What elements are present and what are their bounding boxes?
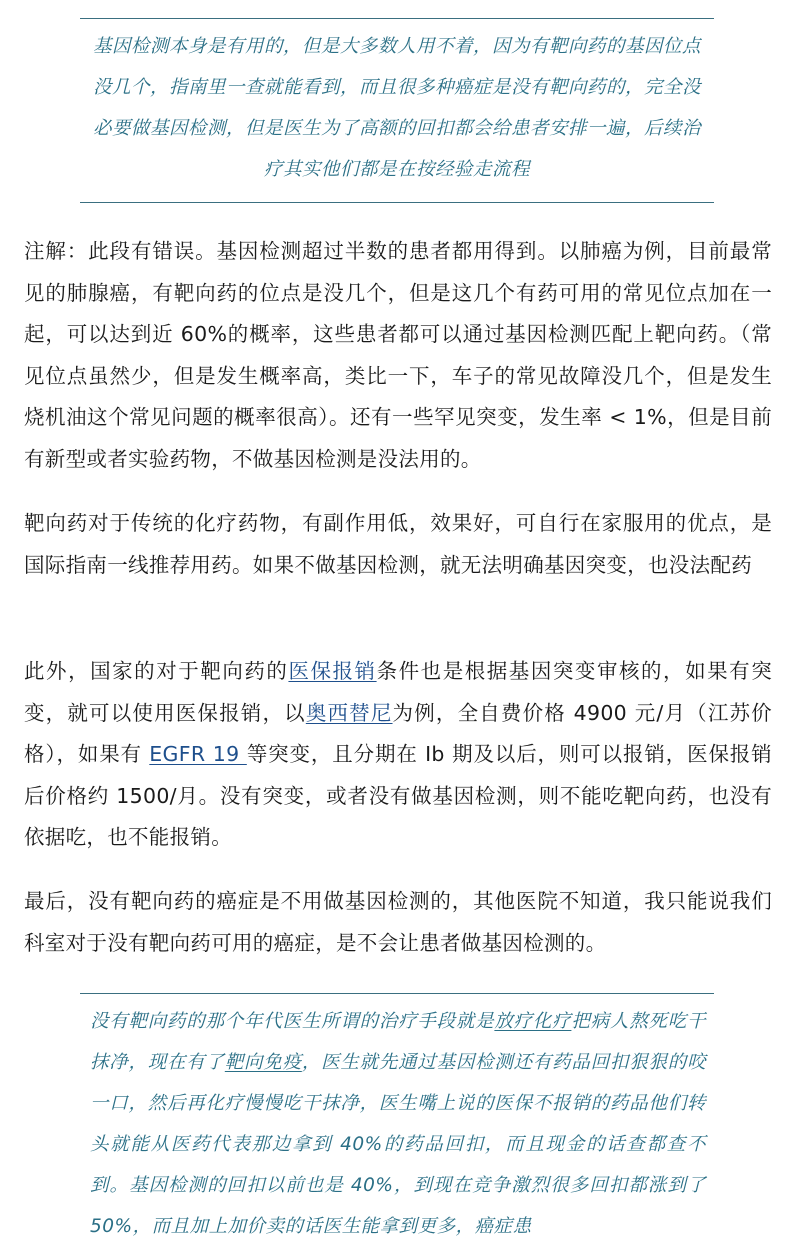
link-egfr-19[interactable]: EGFR 19 bbox=[149, 742, 247, 766]
insurance-text-2: 条件也是根据基因突变审核的，如果有突变，就可以使用医保报销，以 bbox=[24, 659, 773, 725]
quote-block-top bbox=[80, 18, 714, 203]
annotation-paragraph: 注解：此段有错误。基因检测超过半数的患者都用得到。以肺癌为例，目前最常见的肺腺癌，有靶向药的位点是没几个，但是这几个有药可用的常见位点加在一起，可以达到近 60%的概率，这些患者都可以通过基因检测匹配上靶向药。（常见位点虽然少，但是发生概率高，类比一下，车子的常见故障没几个，但是发生烧机油这个常见问题的概率很高）。还有一些罕见突变，发生率 < 1%，但是目前有新型或者实验药物，不做基因检测是没法用的。 bbox=[24, 239, 772, 471]
quote-top-text: 基因检测本身是有用的，但是大多数人用不着，因为有靶向药的基因位点没几个，指南里一查就能看到，而且很多种癌症是没有靶向药的，完全没必要做基因检测，但是医生为了高额的回扣都会给患者安排一遍，后续治疗其实他们都是在按经验走流程 bbox=[92, 36, 701, 180]
insurance-text-1: 此外，国家的对于靶向药的 bbox=[24, 659, 289, 683]
quote-bottom-text-3: ，医生就先通过基因检测还有药品回扣狠狠的咬一口，然后再化疗慢慢吃干抹净，医生嘴上说的医保不报销的药品他们转头就能从医药代表那边拿到 40%的药品回扣，而且现金的话查都查不到。基因检测的回扣以前也是 40%，到现在竞争激烈很多回扣都涨到了 50%，而且加上加价卖的话医生能拿到更多，癌症患 bbox=[90, 1052, 706, 1237]
insurance-text-3: 为例，全自费价格 4900 元/月（江苏价格），如果有 bbox=[24, 700, 772, 766]
quote-bottom-text-1: 没有靶向药的那个年代医生所谓的治疗手段就是 bbox=[90, 1011, 495, 1032]
insurance-text-4: 等突变，且分期在 Ib 期及以后，则可以报销，医保报销后价格约 1500/月。没有突变，或者没有做基因检测，则不能吃靶向药，也没有依据吃，也不能报销。 bbox=[24, 742, 772, 849]
link-radio-chemo[interactable]: 放疗化疗 bbox=[494, 1011, 572, 1032]
conclusion-paragraph: 最后，没有靶向药的癌症是不用做基因检测的，其他医院不知道，我只能说我们科室对于没有靶向药可用的癌症，是不会让患者做基因检测的。 bbox=[24, 889, 772, 955]
quote-bottom-text-2: 把病人熬死吃干抹净，现在有了 bbox=[90, 1011, 706, 1073]
insurance-paragraph bbox=[24, 651, 772, 859]
targeted-drug-paragraph: 靶向药对于传统的化疗药物，有副作用低，效果好，可自行在家服用的优点，是国际指南一线推荐用药。如果不做基因检测，就无法明确基因突变，也没法配药 bbox=[24, 511, 772, 577]
link-medical-insurance[interactable]: 医保报销 bbox=[288, 659, 377, 683]
link-targeted-immune[interactable]: 靶向免疫 bbox=[224, 1052, 302, 1073]
quote-block-bottom bbox=[80, 993, 714, 1247]
link-osimertinib[interactable]: 奥西替尼 bbox=[305, 700, 393, 725]
